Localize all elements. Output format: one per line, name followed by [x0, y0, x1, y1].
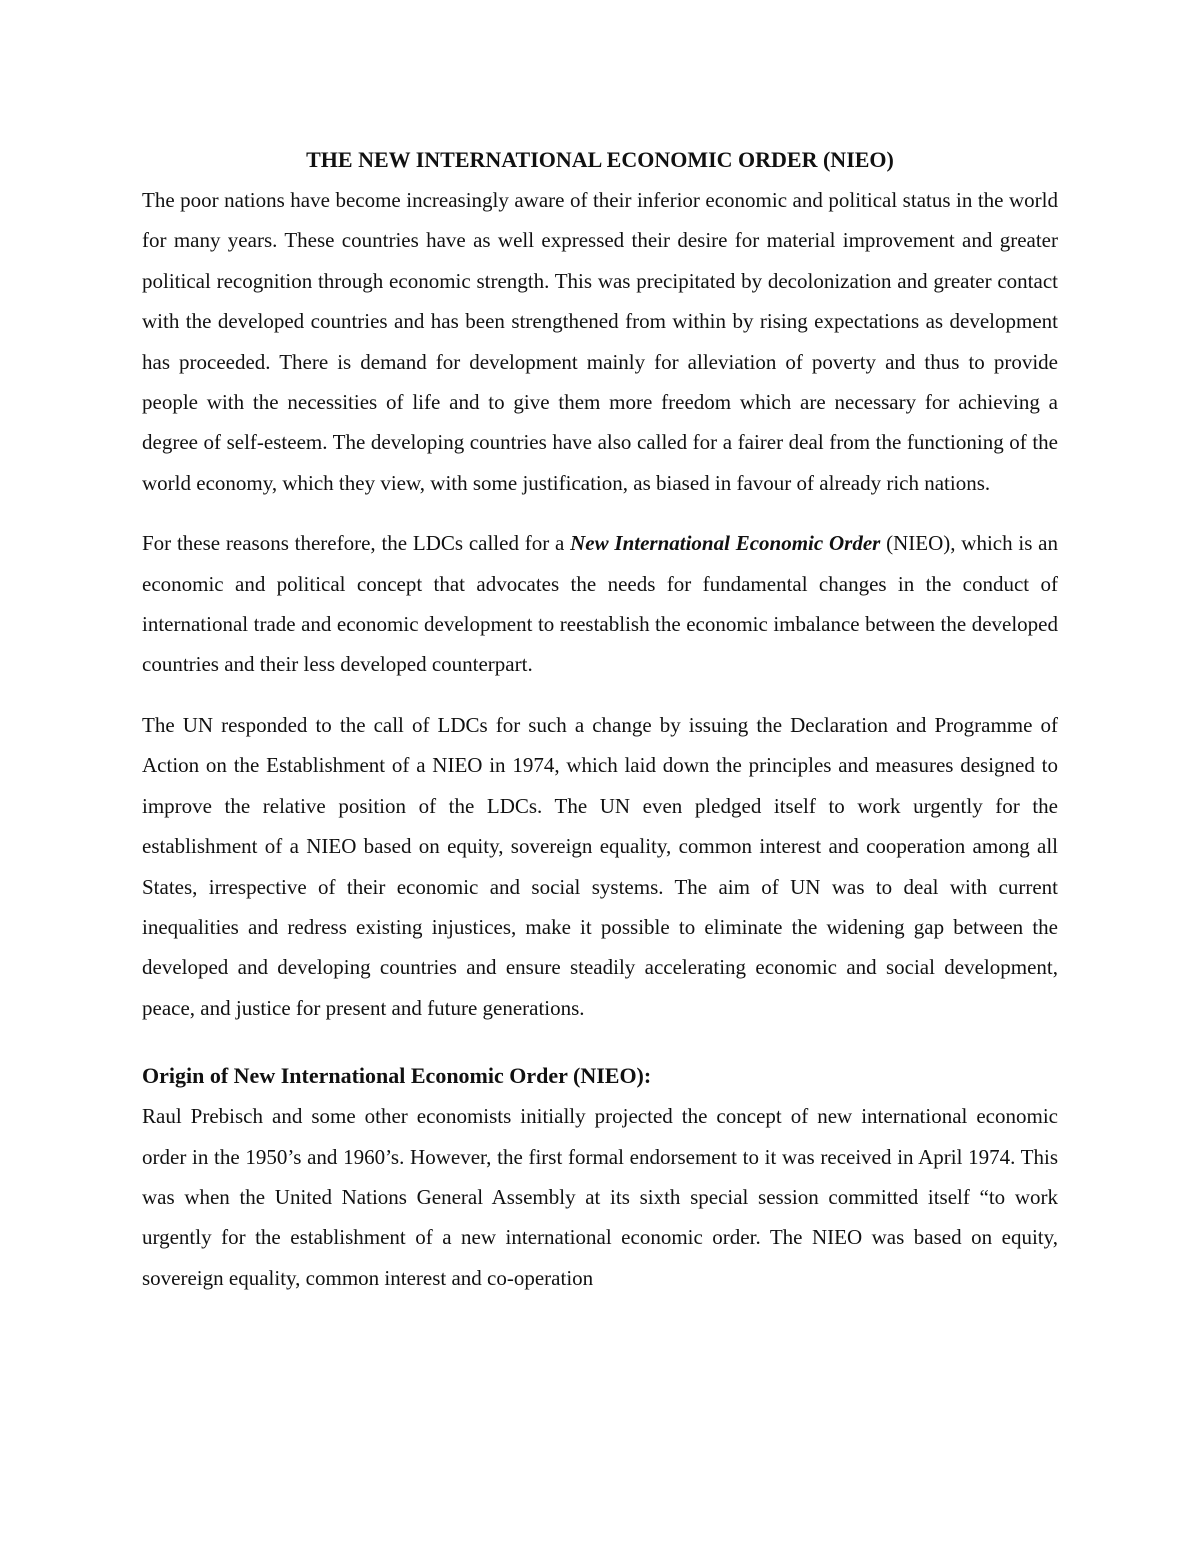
nieo-emphasis-term: New International Economic Order — [570, 531, 881, 556]
section-heading-origin: Origin of New International Economic Order (NIEO): — [142, 1063, 652, 1089]
paragraph-intro: The poor nations have become increasingly aware of their inferior economic and political status in the world for many years. These countries have as well expressed their desire for material improvement and greater political recognition through economic strength. This was precipitated by decolonization and greater contact with the developed countries and has been strengthened from within by rising expectations as development has proceeded. There is demand for development mainly for alleviation of poverty and thus to provide people with the necessities of life and to give them more freedom which are necessary for achieving a degree of self-esteem. The developing countries have also called for a fairer deal from the functioning of the world economy, which they view, with some justification, as biased in favour of already rich nations. — [142, 188, 1058, 495]
paragraph-ldc-call-rest: (NIEO), which is an economic and political concept that advocates the needs for fundamental changes in the conduct of international trade and economic development to reestablish the economic imbalance between the developed countries and their less developed counterpart. — [142, 531, 1058, 677]
page-title: THE NEW INTERNATIONAL ECONOMIC ORDER (NIEO) — [306, 147, 894, 172]
paragraph-spacer — [142, 685, 1058, 705]
paragraph-ldc-call-lead: For these reasons therefore, the LDCs called for a — [142, 531, 571, 556]
paragraph-ldc-call — [142, 523, 1058, 685]
paragraph-un-response: The UN responded to the call of LDCs for such a change by issuing the Declaration and Programme of Action on the Establishment of a NIEO in 1974, which laid down the principles and measures designed to improve the relative position of the LDCs. The UN even pledged itself to work urgently for the establishment of a NIEO based on equity, sovereign equality, common interest and cooperation among all States, irrespective of their economic and social systems. The aim of UN was to deal with current inequalities and redress existing injustices, make it possible to eliminate the widening gap between the developed and developing countries and ensure steadily accelerating economic and social development, peace, and justice for present and future generations. — [142, 712, 1058, 1020]
paragraph-spacer — [142, 503, 1058, 523]
paragraph-spacer — [142, 1028, 1058, 1056]
paragraph-origin: Raul Prebisch and some other economists initially projected the concept of new international economic order in the 1950’s and 1960’s. However, the first formal endorsement to it was received in April 1974. This was when the United Nations General Assembly at its sixth special session committed itself “to work urgently for the establishment of a new international economic order. The NIEO was based on equity, sovereign equality, common interest and co-operation — [142, 1104, 1058, 1290]
document-body — [142, 140, 1058, 1298]
